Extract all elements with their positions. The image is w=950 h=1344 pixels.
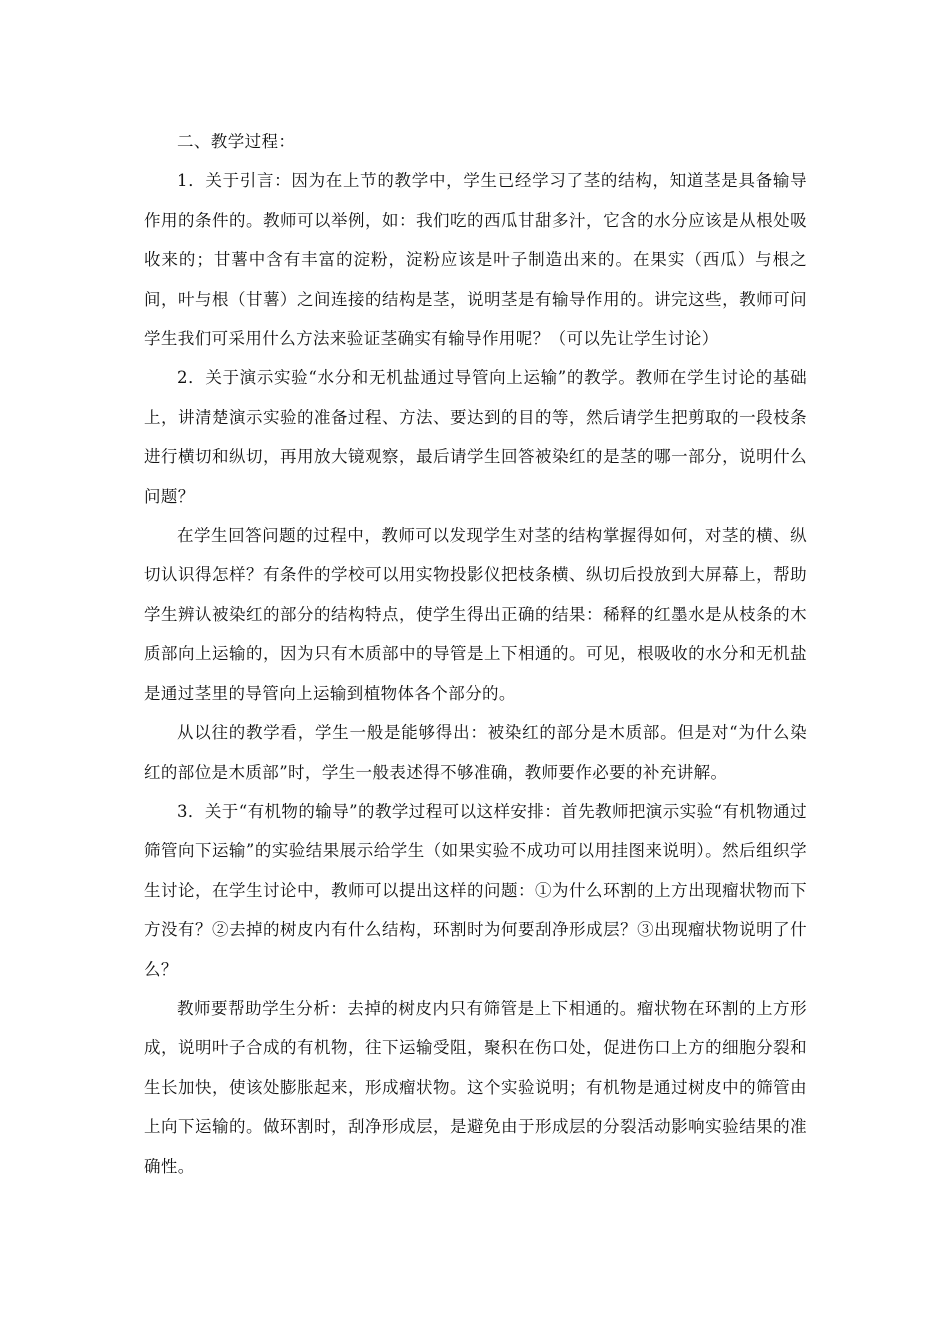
paragraph-past-teaching: 从以往的教学看，学生一般是能够得出：被染红的部分是木质部。但是对“为什么染红的部位是木质部”时，学生一般表述得不够准确，教师要作必要的补充讲解。 — [144, 723, 807, 782]
paragraph-student-answers: 在学生回答问题的过程中，教师可以发现学生对茎的结构掌握得如何，对茎的横、纵切认识得怎样？有条件的学校可以用实物投影仪把枝条横、纵切后投放到大屏幕上，帮助学生辨认被染红的部分的结构特点，使学生得出正确的结果：稀释的红墨水是从枝条的木质部向上运输的，因为只有木质部中的导管是上下相通的。可见，根吸收的水分和无机盐是通过茎里的导管向上运输到植物体各个部分的。 — [144, 526, 807, 703]
paragraph-water-transport-experiment: 2．关于演示实验“水分和无机盐通过导管向上运输”的教学。教师在学生讨论的基础上，讲清楚演示实验的准备过程、方法、要达到的目的等，然后请学生把剪取的一段枝条进行横切和纵切，再用放大镜观察，最后请学生回答被染红的是茎的哪一部分，说明什么问题？ — [144, 368, 807, 506]
section-heading: 二、教学过程： — [177, 132, 296, 151]
document-body — [144, 122, 807, 1186]
paragraph-introduction: 1．关于引言：因为在上节的教学中，学生已经学习了茎的结构，知道茎是具备输导作用的条件的。教师可以举例，如：我们吃的西瓜甘甜多汁，它含的水分应该是从根处吸收来的；甘薯中含有丰富的淀粉，淀粉应该是叶子制造出来的。在果实（西瓜）与根之间，叶与根（甘薯）之间连接的结构是茎，说明茎是有输导作用的。讲完这些，教师可问学生我们可采用什么方法来验证茎确实有输导作用呢？（可以先让学生讨论） — [144, 171, 807, 349]
paragraph-analysis: 教师要帮助学生分析：去掉的树皮内只有筛管是上下相通的。瘤状物在环割的上方形成，说明叶子合成的有机物，往下运输受阻，聚积在伤口处，促进伤口上方的细胞分裂和生长加快，使该处膨胀起来，形成瘤状物。这个实验说明；有机物是通过树皮中的筛管由上向下运输的。做环割时，刮净形成层，是避免由于形成层的分裂活动影响实验结果的准确性。 — [144, 998, 807, 1176]
paragraph-organic-transport: 3．关于“有机物的输导”的教学过程可以这样安排：首先教师把演示实验“有机物通过筛管向下运输”的实验结果展示给学生（如果实验不成功可以用挂图来说明）。然后组织学生讨论，在学生讨论中，教师可以提出这样的问题：①为什么环割的上方出现瘤状物而下方没有？②去掉的树皮内有什么结构，环割时为何要刮净形成层？③出现瘤状物说明了什么？ — [144, 801, 807, 979]
